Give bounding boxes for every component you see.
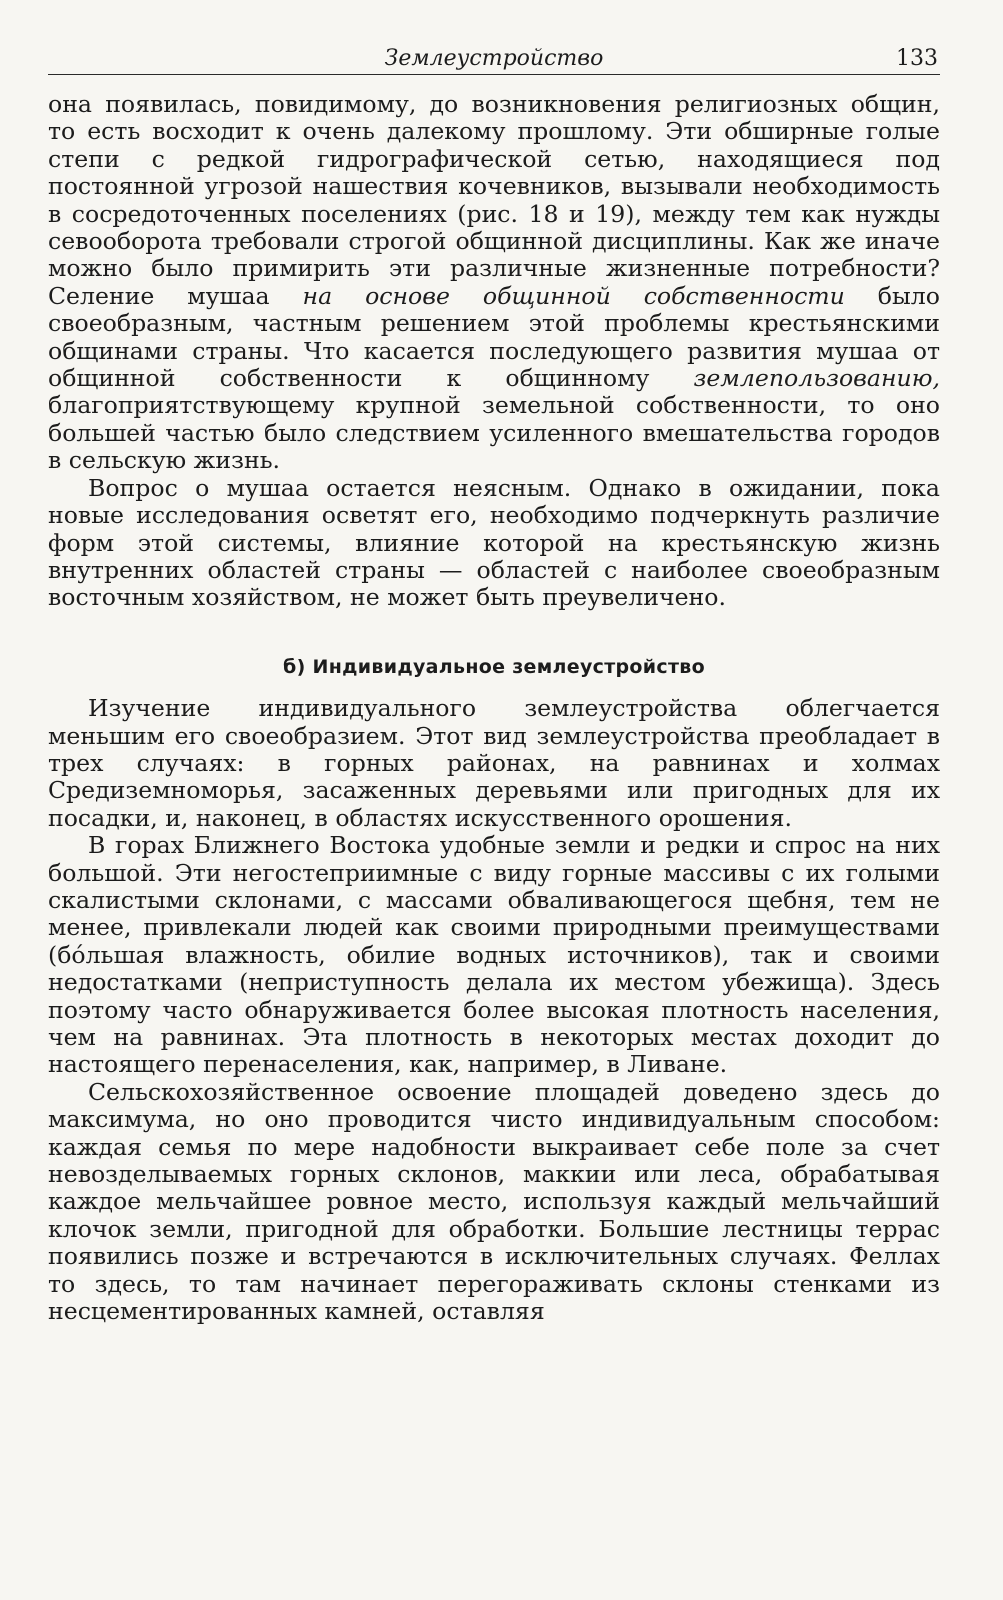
- running-title: Землеустройство: [384, 46, 604, 71]
- running-header: [48, 40, 940, 75]
- text-run: она появилась, повидимому, до возникновения религиозных общин, то есть восходит к очень далекому прошлому. Эти обширные голые степи с редкой гидрографической сетью, находящиеся под постоянной угрозой нашествия кочевников, вызывали необходимость в сосредоточенных поселениях (рис. 18 и 19), между тем как нужды севооборота требовали строгой общинной дисциплины. Как же иначе можно было примирить эти различные жизненные потребности? Селение мушаа: [48, 90, 940, 310]
- text-run: В горах Ближнего Востока удобные земли и редки и спрос на них большой. Эти негостеприимные с виду горные массивы с их голыми скалистыми склонами, с массами обваливающегося щебня, тем не менее, привлекали людей как своими природными преимуществами (бо́льшая влажность, обилие водных источников), так и своими недостатками (неприступность делала их местом убежища). Здесь поэтому часто обнаруживается более высокая плотность населения, чем на равнинах. Эта плотность в некоторых местах доходит до настоящего перенаселения, как, например, в Ливане.: [48, 831, 940, 1079]
- text-run: Сельскохозяйственное освоение площадей доведено здесь до максимума, но оно проводится чисто индивидуальным способом: каждая семья по мере надобности выкраивает себе поле за счет невозделываемых горных склонов, маккии или леса, обрабатывая каждое мельчайшее ровное место, используя каждый мельчайший клочок земли, пригодной для обработки. Большие лестницы террас появились позже и встречаются в исключительных случаях. Феллах то здесь, то там начинает перегораживать склоны стенками из несцементированных камней, оставляя: [48, 1077, 940, 1326]
- italic-phrase: землепользованию,: [693, 364, 940, 393]
- text-run: благоприятствующему крупной земельной собственности, то оно большей частью было следствием усиленного вмешательства городов в сельскую жизнь.: [48, 391, 940, 475]
- paragraph: [48, 1079, 940, 1326]
- italic-phrase: на основе общинной собственности: [302, 281, 845, 310]
- book-page: [48, 40, 940, 1325]
- text-run: было своеобразным, частным решением этой проблемы крестьянскими общинами страны. Что касается последующего развития мушаа от общинной собственности к общинному: [48, 281, 940, 393]
- paragraph: [48, 832, 940, 1079]
- paragraphs-before-heading: [48, 91, 940, 612]
- section-heading: б) Индивидуальное землеустройство: [283, 655, 705, 678]
- paragraph: [48, 695, 940, 832]
- body-text: [48, 91, 940, 1325]
- paragraphs-after-heading: [48, 695, 940, 1325]
- page-number: 133: [896, 46, 938, 71]
- text-run: Вопрос о мушаа остается неясным. Однако в ожидании, пока новые исследования осветят его, необходимо подчеркнуть различие форм этой системы, влияние которой на крестьянскую жизнь внутренних областей страны — областей с наиболее своеобразным восточным хозяйством, не может быть преувеличено.: [48, 473, 940, 612]
- paragraph: [48, 91, 940, 475]
- paragraph: [48, 475, 940, 612]
- text-run: Изучение индивидуального землеустройства облегчается меньшим его своеобразием. Этот вид землеустройства преобладает в трех случаях: в горных районах, на равнинах и холмах Средиземноморья, засаженных деревьями или пригодных для их посадки, и, наконец, в областях искусственного орошения.: [48, 694, 940, 832]
